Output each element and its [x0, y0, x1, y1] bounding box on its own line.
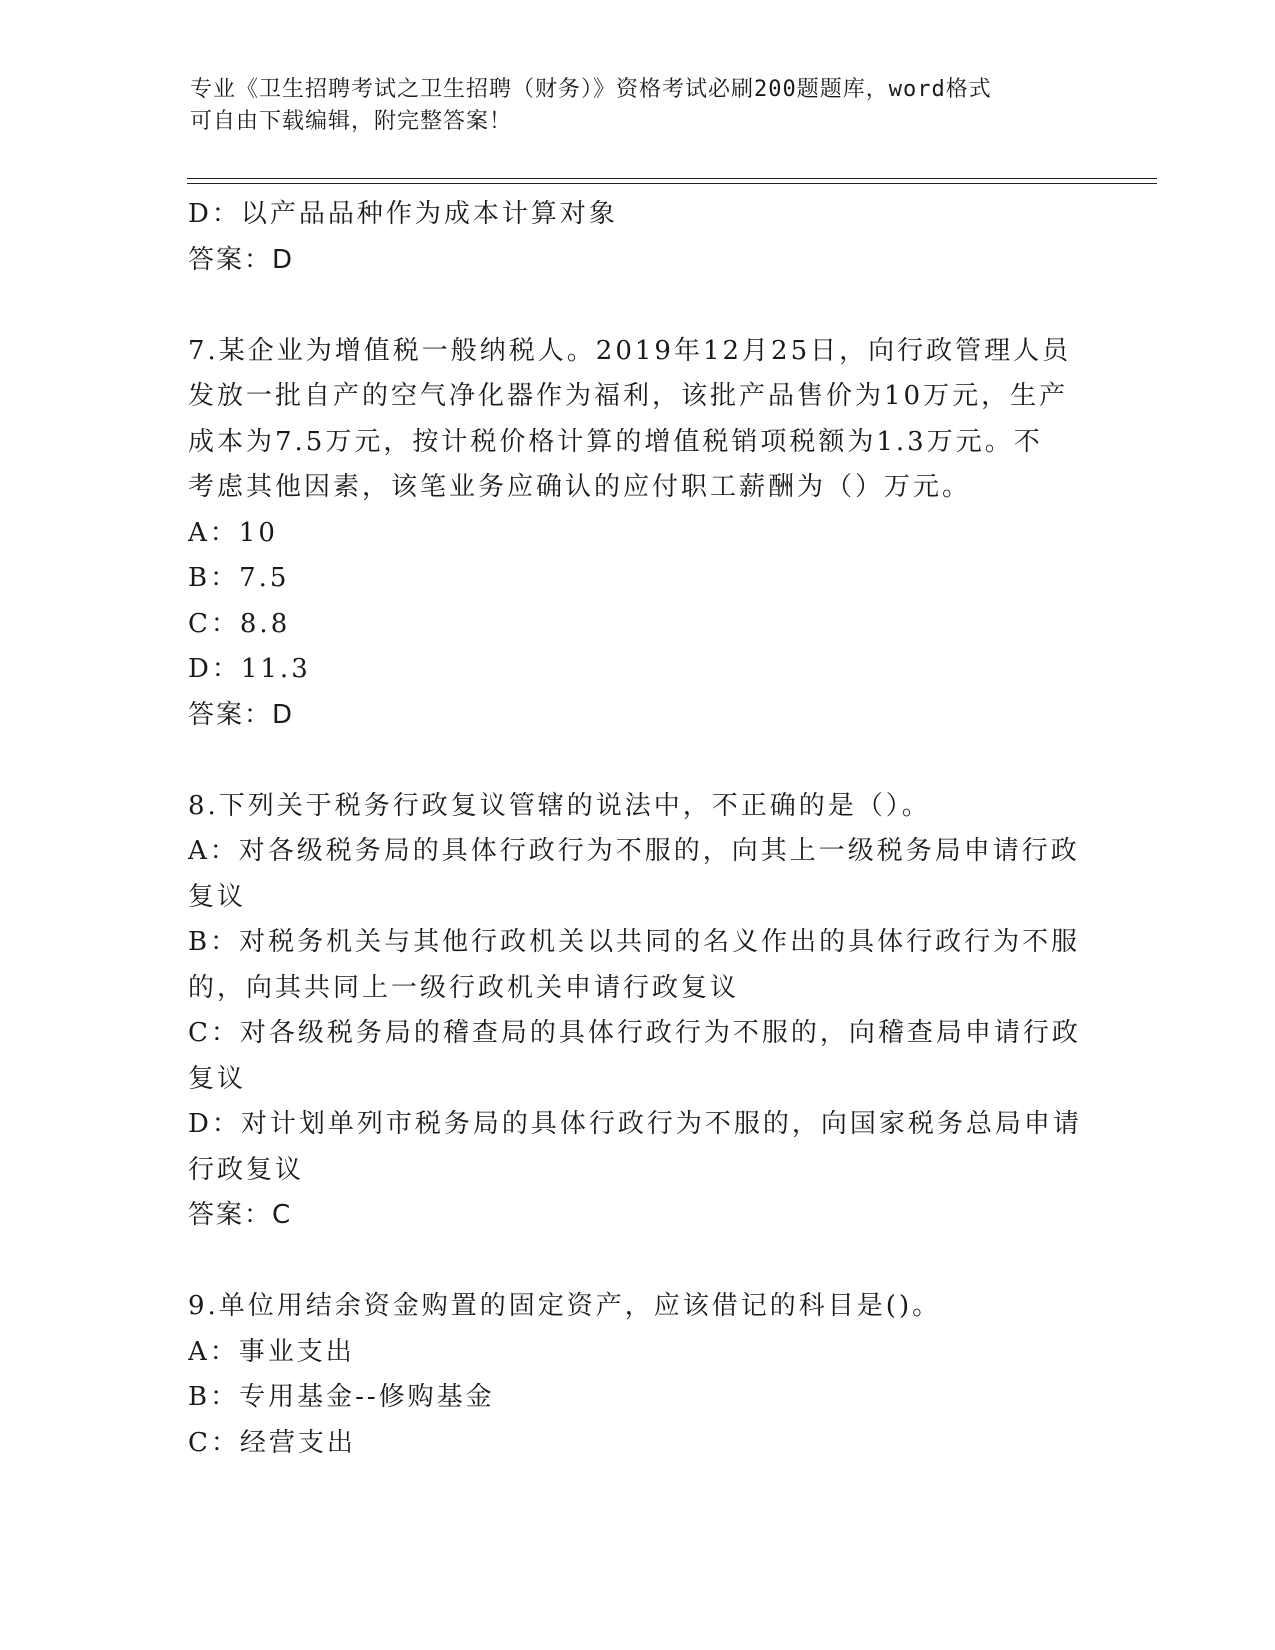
text-line: A：10 [188, 517, 278, 548]
text-line: 7.某企业为增值税一般纳税人。2019年12月25日，向行政管理人员 [188, 335, 1072, 366]
document-header [190, 74, 1080, 138]
text-line: D：对计划单列市税务局的具体行政行为不服的，向国家税务总局申请 [188, 1109, 1082, 1139]
text-line: C：8.8 [188, 608, 291, 639]
blank-line [188, 283, 1088, 329]
text-line: B：专用基金--修购基金 [188, 1382, 495, 1412]
text-line: A：对各级税务局的具体行政行为不服的，向其上一级税务局申请行政 [188, 836, 1080, 866]
answer-line: 答案：D [188, 244, 295, 275]
question-content [188, 192, 1088, 1466]
text-line: 行政复议 [188, 1154, 305, 1185]
text-line: B：对税务机关与其他行政机关以共同的名义作出的具体行政行为不服 [188, 927, 1081, 957]
text-line: 8.下列关于税务行政复议管辖的说法中，不正确的是（）。 [188, 790, 931, 821]
header-line-2: 可自由下载编辑，附完整答案！ [190, 109, 513, 134]
text-line: A：事业支出 [188, 1336, 355, 1367]
answer-line: 答案：C [188, 1200, 293, 1230]
text-line: 复议 [188, 1063, 247, 1094]
text-line: 成本为7.5万元，按计税价格计算的增值税销项税额为1.3万元。不 [188, 426, 1043, 457]
answer-line: 答案：D [188, 699, 295, 730]
text-line: B：7.5 [188, 563, 290, 593]
text-line: 的，向其共同上一级行政机关申请行政复议 [188, 972, 740, 1003]
blank-line [188, 1239, 1088, 1285]
text-line: 9.单位用结余资金购置的固定资产，应该借记的科目是()。 [188, 1291, 942, 1321]
header-rule-bottom [187, 183, 1157, 184]
text-line: C：对各级税务局的稽查局的具体行政行为不服的，向稽查局申请行政 [188, 1018, 1081, 1048]
header-line-1: 专业《卫生招聘考试之卫生招聘（财务）》资格考试必刷200题题库，word格式 [190, 77, 992, 102]
text-line: D：以产品品种作为成本计算对象 [188, 199, 618, 229]
text-line: 考虑其他因素，该笔业务应确认的应付职工薪酬为（）万元。 [188, 472, 972, 502]
text-line: C：经营支出 [188, 1427, 356, 1458]
text-line: 复议 [188, 881, 247, 912]
text-line: 发放一批自产的空气净化器作为福利，该批产品售价为10万元，生产 [188, 381, 1069, 411]
blank-line [188, 738, 1088, 784]
text-line: D：11.3 [188, 654, 311, 684]
header-rule-top [187, 178, 1157, 179]
